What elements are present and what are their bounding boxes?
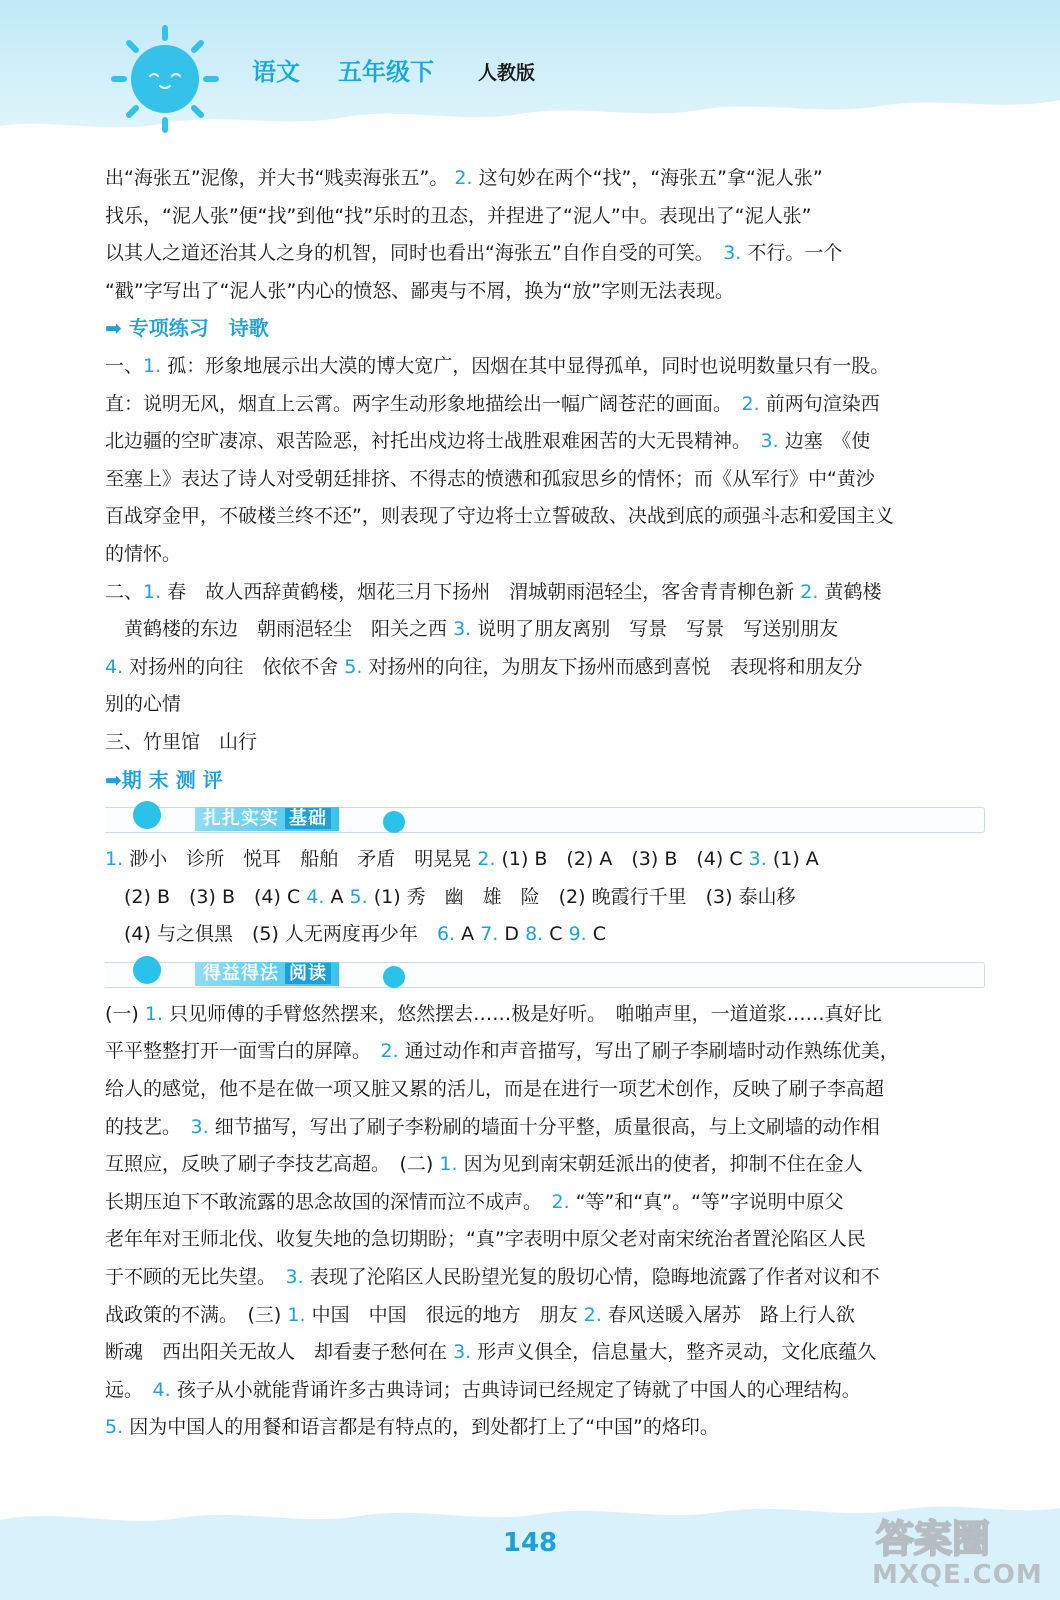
text-line: 的情怀。 xyxy=(105,542,182,565)
text-line xyxy=(105,611,985,649)
item-number: 2. xyxy=(380,1040,399,1063)
text: (1) B (2) A (3) B (4) C xyxy=(501,848,743,871)
text: A xyxy=(330,885,344,908)
text-line xyxy=(105,1033,985,1071)
text: 只见师傅的手臂悠然摆来，悠然摆去……极是好听。 啪啪声里，一道道浆……真好比 xyxy=(169,1002,882,1025)
text: 的技艺。 xyxy=(105,1115,172,1138)
text: 孤：形象地展示出大漠的博大宽广，因烟在其中显得孤单，同时也说明数量只有一股。 xyxy=(167,354,890,377)
bubble-icon xyxy=(383,811,405,833)
text: 断魂 西出阳关无故人 却看妻子愁何在 xyxy=(105,1341,448,1364)
section-title-text: 专项练习 诗歌 xyxy=(128,316,269,341)
text-line xyxy=(105,160,985,198)
text: 互照应，反映了刷子李技艺高超。 (二) xyxy=(105,1153,434,1176)
text-line: 百战穿金甲，不破楼兰终不还”，则表现了守边将士立誓破敌、决战到底的顽强斗志和爱国主义 xyxy=(105,505,894,528)
text: 对扬州的向往，为朋友下扬州而感到喜悦 表现将和朋友分 xyxy=(368,655,863,678)
text: 以其人之道还治其人之身的机智，同时也看出“海张五”自作自受的可笑。 xyxy=(105,242,705,265)
bubble-icon xyxy=(383,966,405,988)
arrow-icon: ➡ xyxy=(105,316,122,341)
text-line xyxy=(105,879,985,917)
text-line: 至塞上》表达了诗人对受朝廷排挤、不得志的愤懑和孤寂思乡的情怀；而《从军行》中“黄沙 xyxy=(105,467,875,490)
text-line xyxy=(105,348,985,386)
text: 长期压迫下不敢流露的思念故国的深情而泣不成声。 xyxy=(105,1190,533,1213)
text: 这句妙在两个“找”，“海张五”拿“泥人张” xyxy=(478,167,823,189)
text: 孩子从小就能背诵许多古典诗词；古典诗词已经规定了铸就了中国人的心理结构。 xyxy=(176,1378,861,1401)
subsection-label xyxy=(195,807,339,831)
section-title-final xyxy=(105,762,985,800)
text: 一、 xyxy=(105,354,144,377)
text-line: 三、竹里馆 山行 xyxy=(105,730,258,753)
bubble-icon xyxy=(133,956,161,984)
watermark-chars: 答案圈 xyxy=(876,1517,991,1561)
item-number: 3. xyxy=(453,618,472,641)
text: 表现了沦陷区人民盼望光复的殷切心情，隐晦地流露了作者对议和不 xyxy=(309,1266,880,1289)
item-number: 4. xyxy=(152,1378,171,1401)
subsection-label-text: 扎扎实实 xyxy=(203,808,279,830)
text: D xyxy=(504,923,520,946)
text: (4) 与之俱黑 (5) 人无两度再少年 xyxy=(124,923,418,946)
text: 黄鹤楼 xyxy=(824,580,882,603)
item-number: 2. xyxy=(741,392,760,415)
text: 黄鹤楼的东边 朝雨浥轻尘 阳关之西 xyxy=(124,618,448,641)
header-grade: 五年级下 xyxy=(338,58,434,86)
text: 对扬州的向往 依依不舍 xyxy=(129,655,339,678)
item-number: 2. xyxy=(454,167,473,189)
text: 不行。一个 xyxy=(747,242,843,265)
text-line: 老年年对王师北伐、收复失地的急切期盼；“真”字表明中原父老对南宋统治者置沦陷区人民 xyxy=(105,1228,866,1251)
text-line: 给人的感觉，他不是在做一项又脏又累的活儿，而是在进行一项艺术创作，反映了刷子李高超 xyxy=(105,1078,885,1101)
answer-content xyxy=(105,160,985,1447)
text: A xyxy=(461,923,475,946)
text: 春风送暖入屠苏 路上行人欲 xyxy=(607,1303,855,1326)
text: 说明了朋友离别 写景 写景 写送别朋友 xyxy=(477,618,839,641)
item-number: 3. xyxy=(285,1266,304,1289)
sun-icon xyxy=(110,24,220,134)
item-number: 1. xyxy=(144,1002,164,1025)
item-number: 1. xyxy=(143,580,162,603)
text: (2) B (3) B (4) C xyxy=(124,885,301,908)
text: 于不顾的无比失望。 xyxy=(105,1266,267,1289)
item-number: 4. xyxy=(105,655,124,678)
subsection-label xyxy=(195,962,339,986)
text: 因为见到南宋朝廷派出的使者，抑制不住在金人 xyxy=(463,1153,863,1176)
item-number: 2. xyxy=(800,580,819,603)
header-subject: 语文 xyxy=(252,58,300,86)
text-line xyxy=(105,1297,985,1335)
item-number: 7. xyxy=(480,923,499,946)
text-line xyxy=(105,841,985,879)
text: 北边疆的空旷凄凉、艰苦险恶，衬托出戍边将士战胜艰难困苦的大无畏精神。 xyxy=(105,430,742,453)
item-number: 3. xyxy=(453,1341,472,1364)
item-number: 3. xyxy=(760,430,779,453)
text: 形声义俱全，信息量大，整齐灵动，文化底蕴久 xyxy=(477,1341,877,1364)
page-number: 148 xyxy=(502,1528,558,1558)
text-line xyxy=(105,423,985,461)
item-number: 8. xyxy=(525,923,544,946)
text: (1) A xyxy=(772,848,819,871)
item-number: 2. xyxy=(477,848,496,871)
item-number: 5. xyxy=(349,885,368,908)
item-number: 9. xyxy=(568,923,587,946)
text-line: “戳”字写出了“泥人张”内心的愤怒、鄙夷与不屑，换为“放”字则无法表现。 xyxy=(105,279,735,302)
item-number: 2. xyxy=(551,1190,570,1213)
item-number: 1. xyxy=(439,1153,458,1176)
text: C xyxy=(592,923,607,946)
text: 平平整整打开一面雪白的屏障。 xyxy=(105,1040,362,1063)
text-line xyxy=(105,649,985,687)
subsection-tag: 基础 xyxy=(285,808,331,829)
item-number: 1. xyxy=(105,848,124,871)
section-title-text: 期 末 测 评 xyxy=(121,767,223,792)
text-line xyxy=(105,1334,985,1372)
item-number: 3. xyxy=(723,242,742,265)
item-number: 3. xyxy=(748,848,767,871)
text: 渺小 诊所 悦耳 船舶 矛盾 明晃晃 xyxy=(129,848,472,871)
text: 远。 xyxy=(105,1378,134,1401)
text: 前两句渲染西 xyxy=(765,392,880,415)
text-line: 别的心情 xyxy=(105,693,182,716)
item-number: 5. xyxy=(344,655,363,678)
header-edition: 人教版 xyxy=(478,62,536,84)
item-number: 4. xyxy=(306,885,325,908)
text-line xyxy=(105,996,985,1034)
subsection-bar-reading xyxy=(105,956,985,992)
text-line xyxy=(105,235,985,273)
text-line xyxy=(105,1372,985,1410)
text: C xyxy=(549,923,563,946)
text: 春 故人西辞黄鹤楼，烟花三月下扬州 渭城朝雨浥轻尘，客舍青青柳色新 xyxy=(167,580,795,603)
text: 直：说明无风，烟直上云霄。两字生动形象地描绘出一幅广阔苍茫的画面。 xyxy=(105,392,723,415)
text: (1) 秀 幽 雄 险 (2) 晚霞行千里 (3) 泰山移 xyxy=(373,885,796,908)
item-number: 1. xyxy=(287,1303,306,1326)
bubble-icon xyxy=(133,801,161,829)
text-line xyxy=(105,1409,985,1447)
text: 通过动作和声音描写，写出了刷子李刷墙时动作熟练优美， xyxy=(404,1040,899,1063)
text: 二、 xyxy=(105,580,144,603)
text-line xyxy=(105,1109,985,1147)
text: 出“海张五”泥像，并大书“贱卖海张五”。 xyxy=(105,167,449,189)
text: 细节描写，写出了刷子李粉刷的墙面十分平整，质量很高，与上文刷墙的动作相 xyxy=(214,1115,880,1138)
text-line: 找乐，“泥人张”便“找”到他“找”乐时的丑态，并捏进了“泥人”中。表现出了“泥人张” xyxy=(105,204,812,227)
text: 中国 中国 很远的地方 朋友 xyxy=(311,1303,578,1326)
item-number: 6. xyxy=(436,923,456,946)
text: 边塞 《使 xyxy=(784,430,871,453)
item-number: 2. xyxy=(583,1303,602,1326)
item-number: 3. xyxy=(190,1115,209,1138)
text-line xyxy=(105,1259,985,1297)
text: “等”和“真”。“等”字说明中原父 xyxy=(575,1190,844,1213)
item-number: 5. xyxy=(105,1416,124,1439)
subsection-tag: 阅读 xyxy=(285,963,331,984)
text: 因为中国人的用餐和语言都是有特点的，到处都打上了“中国”的烙印。 xyxy=(129,1416,719,1439)
text: (一) xyxy=(105,1002,139,1025)
text-line xyxy=(105,386,985,424)
subsection-label-text: 得益得法 xyxy=(203,962,279,984)
text-line xyxy=(105,1184,985,1222)
text: 战政策的不满。 (三) xyxy=(105,1303,282,1326)
section-title-poetry xyxy=(105,310,985,348)
arrow-icon: ➡ xyxy=(105,767,122,792)
text-line xyxy=(105,574,985,612)
watermark-url: MXQE.COM xyxy=(872,1560,1043,1590)
subsection-bar-basics xyxy=(105,801,985,837)
text-line xyxy=(105,916,985,954)
text-line xyxy=(105,1146,985,1184)
item-number: 1. xyxy=(143,354,162,377)
